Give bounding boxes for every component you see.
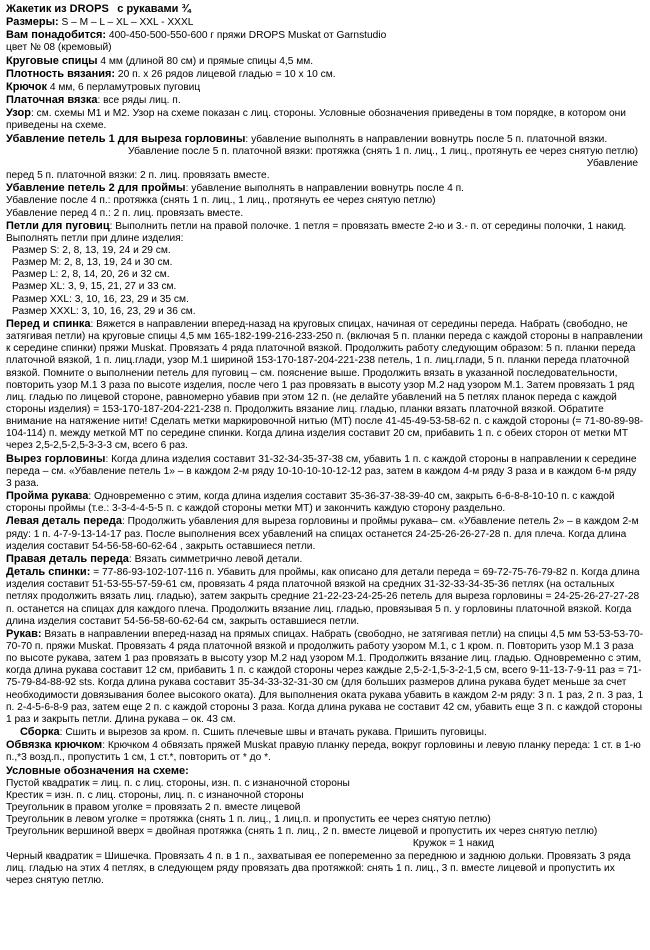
yarn-text: 400-450-500-550-600 г пряжи DROPS Muskat от Garnstudio bbox=[106, 30, 387, 42]
buttonholes-text: : Выполнить петли на правой полочке. 1 петля = провязать вместе 2-ю и 3.- п. от середины полочки, 1 накид. Выполнять петли при длине изделия: bbox=[6, 220, 627, 244]
buttonhole-size-row: Размер XXXL: 3, 10, 16, 23, 29 и 36 см. bbox=[12, 305, 196, 317]
legend-item: Треугольник в правом уголке = провязать 2 п. вместе лицевой bbox=[6, 802, 301, 813]
hook-label: Крючок bbox=[6, 80, 48, 93]
gauge-line bbox=[6, 68, 644, 81]
right-front-text: : Вязать симметрично левой детали. bbox=[128, 553, 303, 565]
buttonholes-label: Петли для пуговиц bbox=[6, 219, 110, 232]
pattern-section bbox=[6, 107, 644, 132]
back-section bbox=[6, 566, 644, 628]
body-label: Перед и спинка bbox=[6, 317, 91, 330]
legend-crochet: Кружок = 1 накид bbox=[412, 838, 494, 850]
yarn-label: Вам понадобится: bbox=[6, 29, 107, 42]
back-label: Деталь спинки: bbox=[6, 566, 91, 579]
buttonholes-section bbox=[6, 220, 644, 245]
decrease2-label: Убавление петель 2 для проймы bbox=[6, 182, 186, 195]
neck-section bbox=[6, 453, 644, 490]
decrease2-before: Убавление перед 4 п.: 2 п. лиц. провязать вместе. bbox=[6, 207, 244, 219]
crochet-edging-text: : Крючком 4 обвязать пряжей Muskat правую планку переда, вокруг горловины и левую планку переда: 1 ст. в 1-ю п.,*3 возд.п., пропустить 1 см, 1 ст.*, повторить от * до *. bbox=[6, 740, 641, 764]
decrease1-right: Убавление после 5 п. платочной вязки: протяжка (снять 1 п. лиц., 1 лиц., протянуть ее через снятую петлю) bbox=[127, 145, 638, 157]
legend-item: Треугольник в левом уголке = протяжка (снять 1 п. лиц., 1 лиц.п. и пропустить ее через снятую петлю) bbox=[6, 814, 491, 826]
decrease2-after: Убавление после 4 п.: протяжка (снять 1 п. лиц., 1 лиц., протянуть ее через снятую петлю) bbox=[6, 195, 436, 207]
sizes-label: Размеры: bbox=[6, 16, 59, 29]
gauge-label: Плотность вязания: bbox=[6, 67, 116, 80]
buttonholes-sizes bbox=[12, 245, 644, 318]
decrease2-section bbox=[6, 182, 644, 195]
legend-colon: : bbox=[185, 764, 189, 777]
needles-label: Круговые спицы bbox=[6, 54, 98, 67]
assembly-section bbox=[20, 726, 644, 739]
document-title bbox=[6, 3, 644, 16]
neck-label: Вырез горловины bbox=[6, 452, 106, 465]
sleeve-section bbox=[6, 628, 644, 726]
decrease1-right2: Убавление bbox=[586, 157, 638, 169]
hook-text: 4 мм, 6 перламутровых пуговиц bbox=[47, 81, 201, 93]
legend-item: Крестик = изн. п. с лиц. стороны, лиц. п. с изнаночной стороны bbox=[6, 789, 304, 801]
armhole-section bbox=[6, 490, 644, 515]
right-front-section bbox=[6, 553, 644, 566]
assembly-label: Сборка bbox=[20, 726, 60, 739]
buttonhole-size-row: Размер XL: 3, 9, 15, 21, 27 и 33 см. bbox=[12, 281, 177, 293]
gauge-text: 20 п. х 26 рядов лицевой гладью = 10 х 10 см. bbox=[115, 68, 336, 80]
buttonhole-size-row: Размер XXL: 3, 10, 16, 23, 29 и 35 см. bbox=[12, 293, 189, 305]
black-square-text: = Шишечка. Провязать 4 п. в 1 п., захватывая ее попеременно за переднюю и заднюю дольки. Провязать 3 ряда лиц. гладью на этих 4 петлях, в следующем ряду провязать два протяжкой: снять 1 п. лиц., 3 п. вместе лицевой и пропустить их через снятую петлю. bbox=[6, 850, 631, 886]
legend-heading bbox=[6, 765, 644, 778]
decrease1-tail: перед 5 п. платочной вязки: 2 п. лиц. провязать вместе. bbox=[6, 170, 270, 182]
legend-item: Пустой квадратик = лиц. п. с лиц. стороны, изн. п. с изнаночной стороны bbox=[6, 777, 350, 789]
needles-text: 4 мм (длиной 80 см) и прямые спицы 4,5 мм. bbox=[97, 55, 314, 67]
neck-text: : Когда длина изделия составит 31-32-34-35-37-38 см, убавить 1 п. с каждой стороны в направлении к середине переда – см. «Убавление петель 1» – в каждом 2-м ряду 10-10-10-10-12-12 раз, затем в каждом 4-м ряду 3 раза и в каждом 6-м ряду 3 раза. bbox=[6, 453, 637, 489]
pattern-label: Узор bbox=[6, 107, 31, 120]
back-text: = 77-86-93-102-107-116 п. Убавить для проймы, как описано для детали переда = 69-72-75-76-79-82 п. Когда длина изделия составит 51-53-55-57-59-61 см, провязать 4 ряда платочной вязкой на средних 31-32-33-34-35-36 петлях (на остальных петлях продолжить вязать лиц. гладью), затем закрыть средние 21-22-23-24-25-26 петель для выреза горловины = 24-25-26-27-27-28 п. останется на спицах для каждого плеча. Продолжить вязание лиц. гладью, провязывая 5 п. у горловины платочной вязкой. Когда длина изделия составит 54-56-58-60-62-64 см, закрыть оставшиеся петли. bbox=[6, 567, 640, 627]
right-front-label: Правая деталь переда bbox=[6, 552, 129, 565]
left-front-section bbox=[6, 515, 644, 552]
crochet-edging-label: Обвязка крючком bbox=[6, 739, 103, 752]
sleeve-label: Рукав: bbox=[6, 627, 42, 640]
yarn-line bbox=[6, 29, 644, 42]
buttonhole-size-row: Размер M: 2, 8, 13, 19, 24 и 30 см. bbox=[12, 257, 173, 269]
armhole-text: : Одновременно с этим, когда длина изделия составит 35-36-37-38-39-40 см, закрыть 6-6-8-8-10-10 п. с каждой стороны проймы (т.е.: 3-3-4-4-5-5 п. с каждой стороны метки МТ) и закончить каждую сторону раздельно. bbox=[6, 491, 615, 515]
body-section bbox=[6, 318, 644, 453]
garter-line bbox=[6, 94, 644, 107]
decrease1-section bbox=[6, 133, 644, 146]
decrease1-text: : убавление выполнять в направлении вовнутрь после 5 п. платочной вязки. bbox=[245, 133, 608, 145]
decrease1-label: Убавление петель 1 для выреза горловины bbox=[6, 132, 246, 145]
sizes-line bbox=[6, 16, 644, 29]
buttonhole-size-row: Размер L: 2, 8, 14, 20, 26 и 32 см. bbox=[12, 269, 170, 281]
garter-label: Платочная вязка bbox=[6, 94, 98, 107]
left-front-label: Левая деталь переда bbox=[6, 515, 123, 528]
sleeve-text: Вязать в направлении вперед-назад на прямых спицах. Набрать (свободно, не затягивая петли) на спицы 4,5 мм 53-53-53-70-70-70 п. пряжи Muskat. Провязать 4 ряда платочной вязкой и продолжить работу узором М.1, с 1 кром. п. Повторить узор М.1 3 раза по высоте рукава, затем 1 раз провязать в высоту узор М.2 над узором М.1. Продолжить вязание лиц. гладью. Одновременно с этим, когда длина рукава составит 12 см, прибавить 1 п. с каждой стороны через каждые 2,5-2-1,5-3-2-1,5 см, всего 9-11-13-7-9-11 раз = 71-75-79-84-88-92 sts. Когда длина рукава составит 35-34-33-32-31-30 см (для больших размеров длина рукава будет меньше за счет необходимости довязывания более высокого оката). Для выполнения оката рукава убавить в каждом 2-м ряду: 3 п. 1 раз, 2 п. 3 раз, 1 п. 2-4-5-6-8-9 раз, затем еще 2 п. с каждой стороны 3 раза. Когда длина рукава не составит 42 см, убавить еще 3 п. с каждой стороны 1 раз и закрыть петли. Длина рукава – ок. 43 см. bbox=[6, 628, 644, 725]
decrease2-text: : убавление выполнять в направлении вовнутрь после 4 п. bbox=[185, 183, 465, 195]
buttonhole-size-row: Размер S: 2, 8, 13, 19, 24 и 29 см. bbox=[12, 244, 171, 256]
left-front-text: : Продолжить убавления для выреза горловины и проймы рукава– см. «Убавление петель 2» – в каждом 2-м ряду: 1 п. 4-7-9-13-14-17 раз. После выполнения всех убавлений на спицах останется 24-25-26-26-27-28 п. для плеча. Когда длина изделия составит 54-56-58-60-62-64 , закрыть оставшиеся петли. bbox=[6, 516, 639, 552]
black-square-label: Черный квадратик bbox=[6, 850, 93, 862]
crochet-edging-section bbox=[6, 739, 644, 764]
title-text: Жакетик из DROPS bbox=[6, 3, 109, 15]
legend-item: Треугольник вершиной вверх = двойная протяжка (снять 1 п. лиц., 2 п. вместе лицевой и пропустить их через снятую петлю) bbox=[6, 826, 598, 838]
hook-line bbox=[6, 81, 644, 94]
armhole-label: Пройма рукава bbox=[6, 490, 89, 503]
pattern-text: : см. схемы М1 и М2. Узор на схеме показан с лиц. стороны. Условные обозначения приведены в том порядке, в котором они приведены на схеме. bbox=[6, 108, 626, 132]
garter-text: : все ряды лиц. п. bbox=[97, 95, 181, 107]
sizes-text: S – M – L – XL – XXL - XXXL bbox=[58, 17, 194, 29]
assembly-text: : Сшить и вырезов за кром. п. Сшить плечевые швы и втачать рукава. Пришить пуговицы. bbox=[59, 727, 487, 739]
body-text: : Вяжется в направлении вперед-назад на круговых спицах, начиная от середины переда. Набрать (свободно, не затягивая петли) на круговые спицы 4,5 мм 165-182-199-216-233-250 п. (включая 5 п. планки переда с каждой стороны в направлении к середине спинки) пряжи Muskat. Провязать 4 ряда платочной вязкой. Продолжить работу следующим образом: 5 п. планки переда платочной вязкой, 1 п. лиц.глади, узор М.1 шириной 153-170-187-204-221-238 петель, 1 п. лиц.глади, 5 п. планки переда платочной вязкой. Помните о выполнении петель для пуговиц – см. пояснение выше. Продолжить вязать в указанной последовательности, повторить узор М.1 3 раза по высоте изделия, после чего 1 раз провязать в высоту узор М.2 над узором М.1. Затем провязать 1 ряд лиц. гладью по лицевой стороне, равномерно убавив при этом 12 п. (не делайте убавлений на 5 петлях планок переда с каждой стороны изделия) = 153-170-187-204-221-238 п. Продолжить вязание лиц. гладью, планки вязать платочной вязкой. Обратите внимание на натяжение нити! Сделать метки маркировочной нитью (МТ) после 41-45-49-53-58-62 п. с каждой стороны (= 71-80-89-98-104-114) п. между меткой МТ по середине спинки. Когда длина изделия составит 20 см, прибавить 1 п. с обеих сторон от метки МТ через 2,5-2,5-2,5-3-3-3 см, всего 6 раз. bbox=[6, 318, 644, 452]
title-suffix: с рукавами ¾ bbox=[117, 3, 191, 15]
legend-black-square bbox=[6, 851, 644, 887]
needles-line bbox=[6, 55, 644, 68]
legend-label: Условные обозначения на схеме bbox=[6, 764, 186, 777]
yarn-color: цвет № 08 (кремовый) bbox=[6, 42, 112, 54]
